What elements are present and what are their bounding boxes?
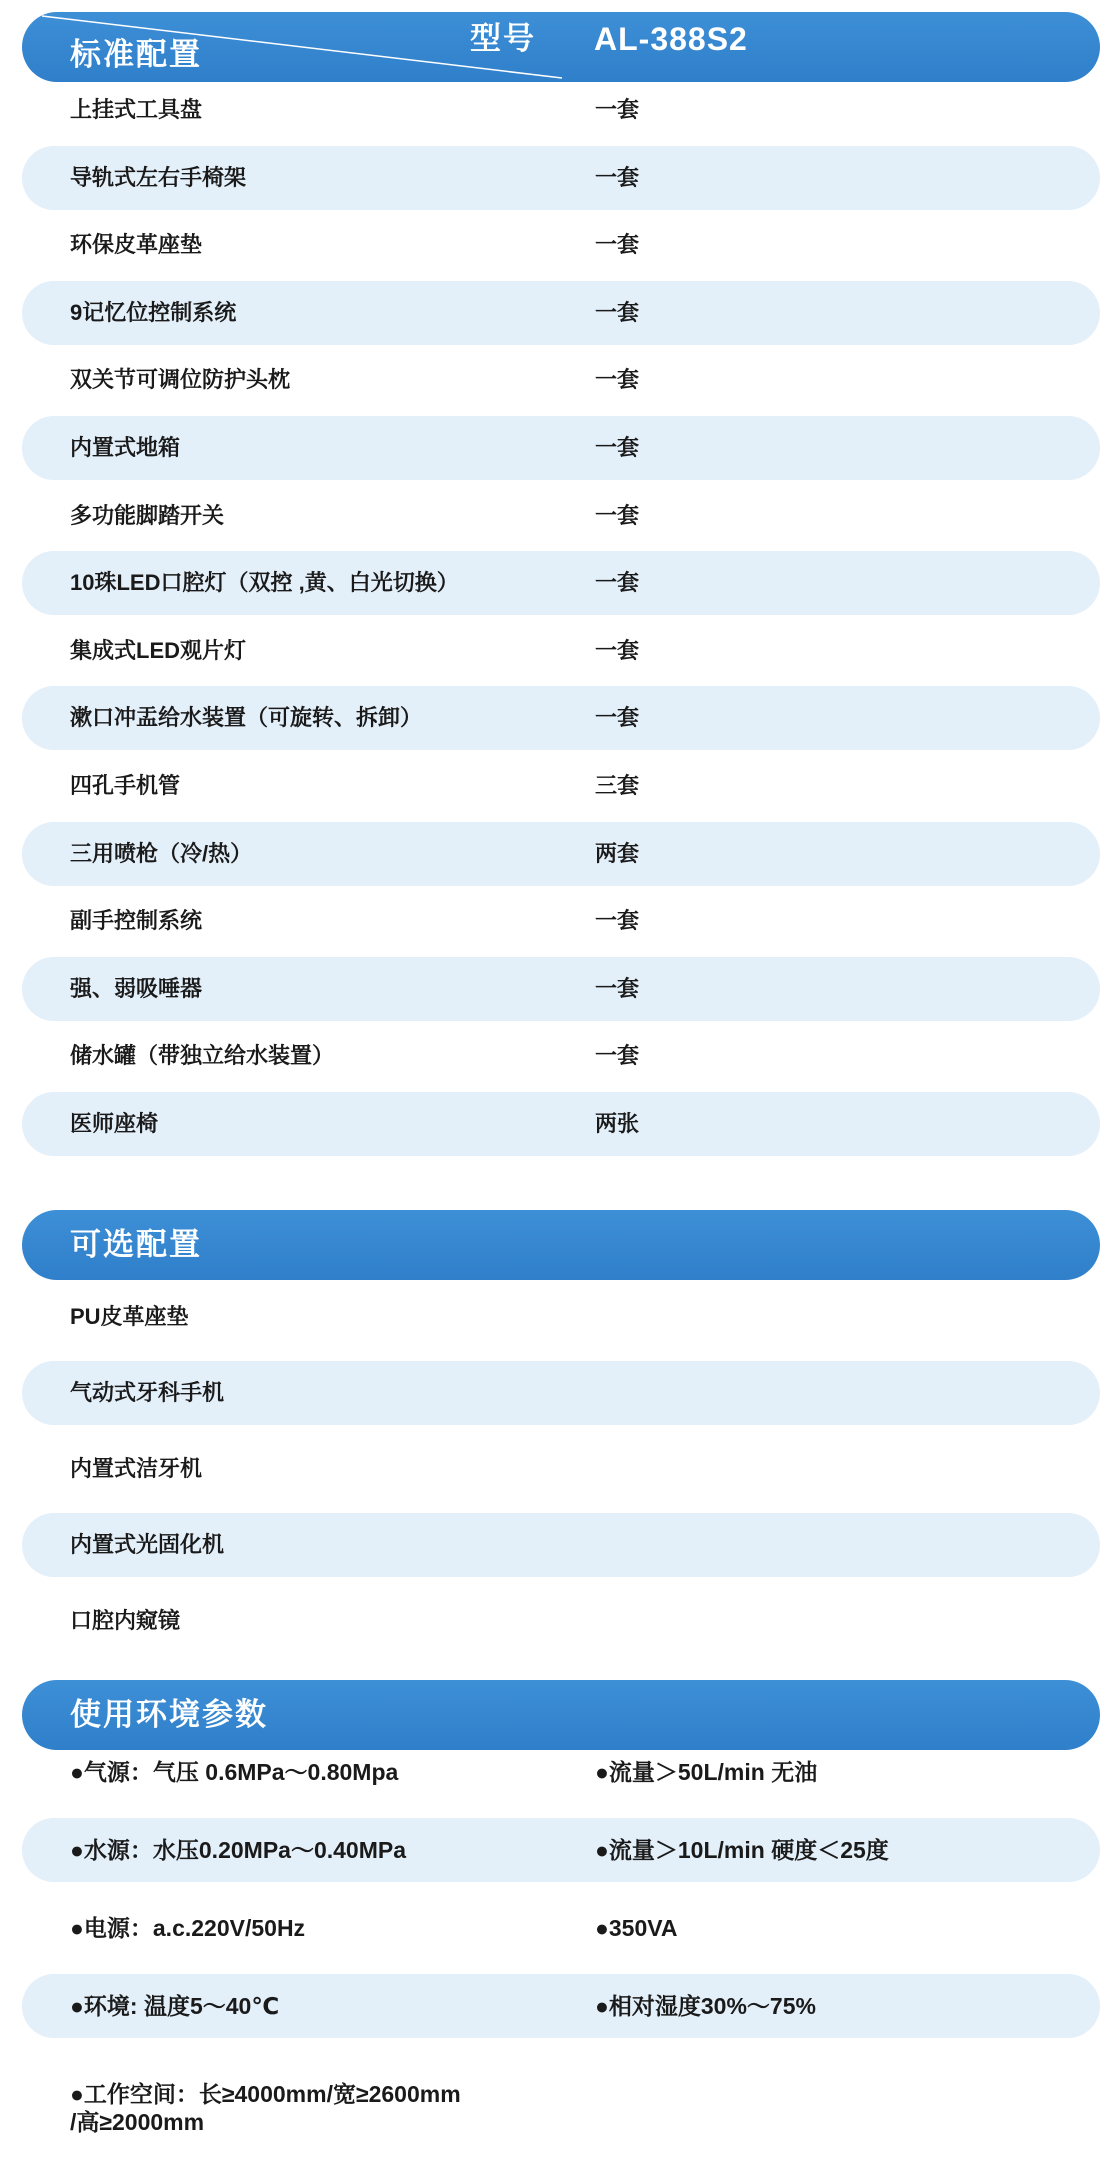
item-quantity: 两套 xyxy=(595,840,640,866)
workspace-line-2: /高≥2000mm xyxy=(70,2109,205,2135)
item-name: 强、弱吸唾器 xyxy=(70,975,203,1001)
environment-spec-right: ●相对湿度30%～75% xyxy=(595,1993,816,2019)
environment-spec-left: ●水源：水压0.20MPa～0.40MPa xyxy=(70,1837,407,1863)
config-row xyxy=(22,1024,1100,1088)
model-label: 型号 xyxy=(470,21,536,56)
item-quantity: 一套 xyxy=(595,1043,640,1069)
config-row xyxy=(22,484,1100,548)
item-name: 三用喷枪（冷/热） xyxy=(70,840,253,866)
config-row xyxy=(22,348,1100,412)
environment-row xyxy=(22,1896,1100,1960)
config-row xyxy=(22,889,1100,953)
item-name: 10珠LED口腔灯（双控 ,黄、白光切换） xyxy=(70,570,459,596)
item-name: 环保皮革座垫 xyxy=(70,232,203,258)
item-name: 副手控制系统 xyxy=(70,908,203,934)
item-name: 四孔手机管 xyxy=(70,773,181,798)
config-row xyxy=(22,754,1100,818)
standard-config-title: 标准配置 xyxy=(70,37,202,72)
environment-spec-right: ●流量＞10L/min 硬度＜25度 xyxy=(595,1837,889,1863)
item-name: 上挂式工具盘 xyxy=(70,97,203,122)
item-quantity: 一套 xyxy=(595,367,640,393)
optional-row xyxy=(22,1589,1100,1653)
optional-config-header xyxy=(22,1210,1100,1280)
config-row xyxy=(22,416,1100,480)
item-quantity: 一套 xyxy=(595,435,640,460)
optional-item-name: 气动式牙科手机 xyxy=(70,1380,225,1405)
config-row xyxy=(22,619,1100,683)
optional-item-name: 内置式洁牙机 xyxy=(70,1456,203,1481)
optional-config-title: 可选配置 xyxy=(70,1227,202,1262)
config-row xyxy=(22,146,1100,210)
item-name: 储水罐（带独立给水装置） xyxy=(70,1043,335,1069)
config-row xyxy=(22,213,1100,277)
config-row xyxy=(22,281,1100,345)
item-quantity: 一套 xyxy=(595,502,640,528)
optional-row xyxy=(22,1437,1100,1501)
config-row xyxy=(22,686,1100,750)
workspace-spec xyxy=(70,2080,770,2136)
optional-item-name: 口腔内窥镜 xyxy=(70,1608,181,1633)
optional-item-name: PU皮革座垫 xyxy=(70,1304,189,1329)
config-row xyxy=(22,1092,1100,1156)
environment-row xyxy=(22,1974,1100,2038)
config-row xyxy=(22,957,1100,1021)
item-quantity: 两张 xyxy=(595,1111,640,1136)
environment-spec-right: ●350VA xyxy=(595,1915,678,1941)
environment-spec-left: ●气源：气压 0.6MPa～0.80Mpa xyxy=(70,1759,399,1785)
environment-spec-left: ●电源：a.c.220V/50Hz xyxy=(70,1915,306,1941)
optional-row xyxy=(22,1285,1100,1349)
config-row xyxy=(22,822,1100,886)
standard-config-header xyxy=(22,12,1100,82)
item-quantity: 一套 xyxy=(595,97,640,122)
item-name: 双关节可调位防护头枕 xyxy=(70,367,291,393)
config-row xyxy=(22,78,1100,142)
item-name: 内置式地箱 xyxy=(70,435,181,460)
config-row xyxy=(22,551,1100,615)
item-name: 导轨式左右手椅架 xyxy=(70,164,247,190)
item-name: 漱口冲盂给水装置（可旋转、拆卸） xyxy=(70,705,423,731)
model-value: AL-388S2 xyxy=(594,21,748,57)
item-quantity: 一套 xyxy=(595,637,640,663)
item-name: 多功能脚踏开关 xyxy=(70,502,225,528)
environment-title: 使用环境参数 xyxy=(70,1697,268,1732)
item-quantity: 一套 xyxy=(595,975,640,1001)
environment-spec-left: ●环境: 温度5～40℃ xyxy=(70,1993,280,2019)
optional-row xyxy=(22,1361,1100,1425)
environment-spec-right: ●流量＞50L/min 无油 xyxy=(595,1759,818,1785)
optional-item-name: 内置式光固化机 xyxy=(70,1532,225,1557)
item-quantity: 一套 xyxy=(595,232,640,258)
optional-row xyxy=(22,1513,1100,1577)
environment-row xyxy=(22,1818,1100,1882)
environment-row xyxy=(22,1740,1100,1804)
item-quantity: 一套 xyxy=(595,705,640,731)
item-quantity: 一套 xyxy=(595,299,640,325)
workspace-line-1: ●工作空间：长≥4000mm/宽≥2600mm xyxy=(70,2081,461,2107)
item-quantity: 三套 xyxy=(595,773,640,798)
item-name: 医师座椅 xyxy=(70,1111,159,1136)
item-quantity: 一套 xyxy=(595,164,640,190)
item-quantity: 一套 xyxy=(595,570,640,596)
item-name: 集成式LED观片灯 xyxy=(70,637,247,663)
item-quantity: 一套 xyxy=(595,908,640,934)
item-name: 9记忆位控制系统 xyxy=(70,299,237,325)
